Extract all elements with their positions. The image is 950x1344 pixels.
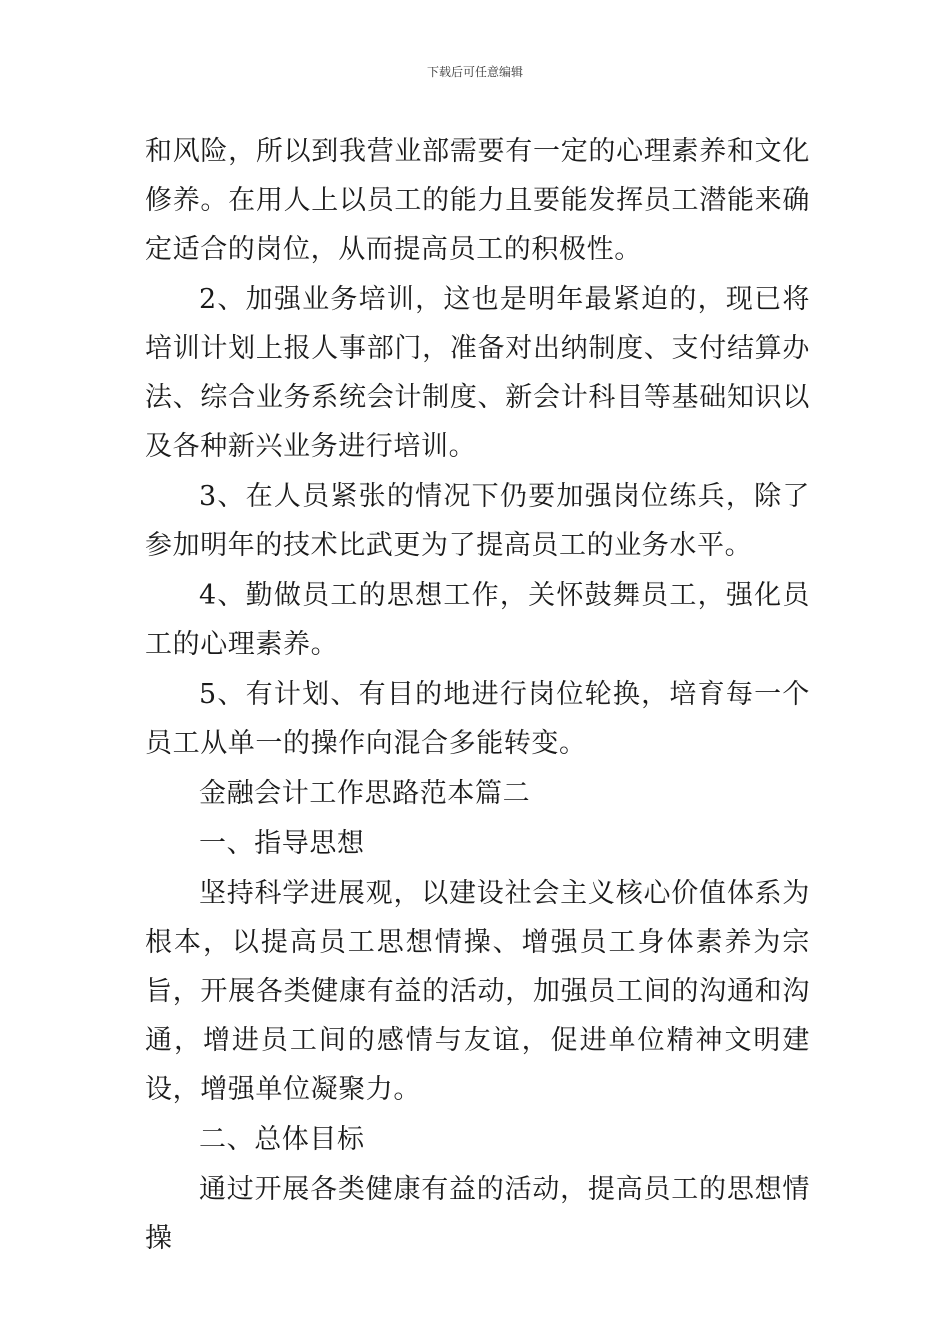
- document-body: [145, 127, 810, 1264]
- paragraph-item-5: 5、有计划、有目的地进行岗位轮换，培育每一个员工从单一的操作向混合多能转变。: [145, 679, 810, 759]
- heading-guiding-ideology: 一、指导思想: [199, 828, 365, 859]
- paragraph-overall-goal: 通过开展各类健康有益的活动，提高员工的思想情操: [145, 1174, 810, 1254]
- paragraph-continuation: 和风险，所以到我营业部需要有一定的心理素养和文化修养。在用人上以员工的能力且要能发挥员工潜能来确定适合的岗位，从而提高员工的积极性。: [145, 136, 810, 265]
- heading-overall-goal: 二、总体目标: [199, 1124, 365, 1155]
- paragraph-item-4: 4、勤做员工的思想工作，关怀鼓舞员工，强化员工的心理素养。: [145, 580, 810, 660]
- section-title: 金融会计工作思路范本篇二: [199, 778, 531, 809]
- page-header-note: 下载后可任意编辑: [426, 65, 523, 79]
- paragraph-item-3: 3、在人员紧张的情况下仍要加强岗位练兵，除了参加明年的技术比武更为了提高员工的业务水平。: [145, 481, 810, 561]
- paragraph-guiding-ideology: 坚持科学进展观，以建设社会主义核心价值体系为根本，以提高员工思想情操、增强员工身体素养为宗旨，开展各类健康有益的活动，加强员工间的沟通和沟通，增进员工间的感情与友谊，促进单位精神文明建设，增强单位凝聚力。: [145, 878, 810, 1105]
- paragraph-item-2: 2、加强业务培训，这也是明年最紧迫的，现已将培训计划上报人事部门，准备对出纳制度、支付结算办法、综合业务系统会计制度、新会计科目等基础知识以及各种新兴业务进行培训。: [145, 284, 810, 462]
